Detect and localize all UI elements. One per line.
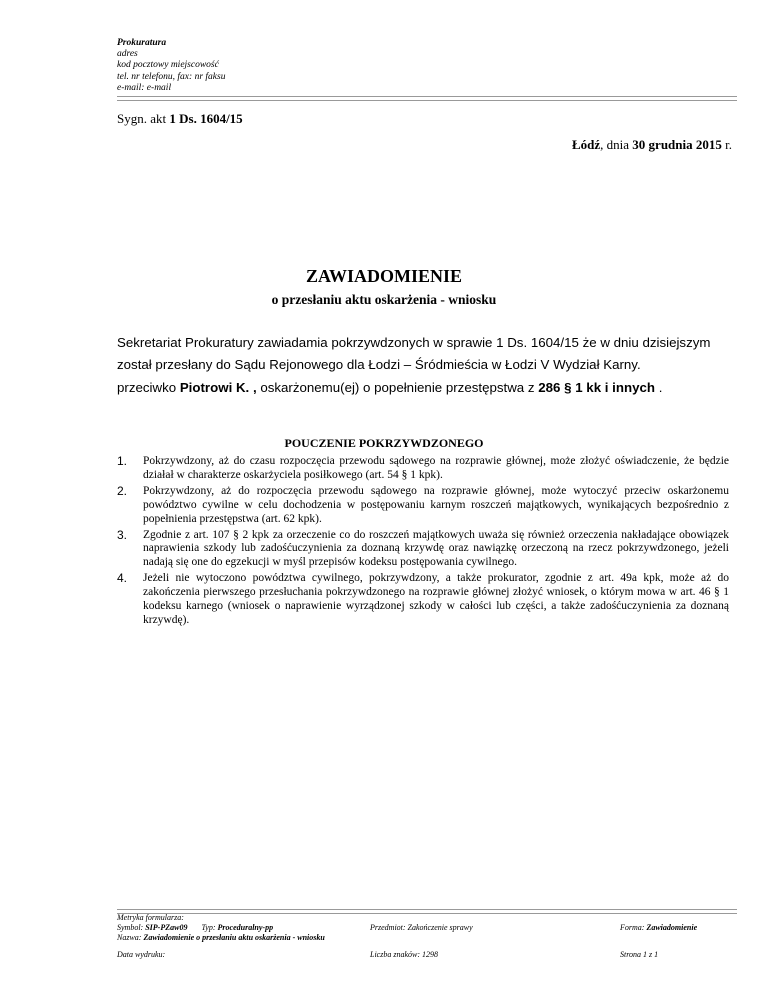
- form-type: Proceduralny-pp: [217, 923, 274, 932]
- form-name-row: [117, 933, 325, 943]
- form-metrics-label: Metryka formularza:: [117, 913, 184, 922]
- body-line-3-suffix: .: [655, 380, 663, 395]
- form-type-label: Typ:: [201, 923, 218, 932]
- office-address: adres: [117, 49, 138, 60]
- place-date: [572, 137, 732, 153]
- form-kind-value: Zawiadomienie: [646, 923, 698, 932]
- office-email: e-mail: e-mail: [117, 82, 172, 93]
- case-reference: [117, 111, 243, 127]
- date-suffix: r.: [721, 137, 732, 152]
- instruction-item: [117, 572, 729, 628]
- document-title: ZAWIADOMIENIE: [305, 266, 463, 286]
- instruction-number: 2.: [117, 483, 128, 498]
- instructions-title: POUCZENIE POKRZYWDZONEGO: [284, 436, 484, 450]
- defendant-name: Piotrowi K. ,: [179, 380, 257, 395]
- form-subject: Przedmiot: Zakończenie sprawy: [370, 923, 473, 932]
- form-symbol: SIP-PZaw09: [145, 923, 188, 932]
- instruction-item: [117, 485, 729, 527]
- case-reference-value: 1 Ds. 1604/15: [169, 111, 243, 126]
- document-date: 30 grudnia 2015: [632, 137, 722, 152]
- office-name: Prokuratura: [117, 38, 167, 48]
- form-metrics: [117, 913, 325, 943]
- instructions-list: [117, 455, 729, 630]
- body-line-2: został przesłany do Sądu Rejonowego dla Łodzi – Śródmieścia w Łodzi V Wydział Karny.: [117, 357, 641, 372]
- instruction-text: Zgodnie z art. 107 § 2 kpk za orzeczenie co do roszczeń majątkowych uważa się również orzeczenia nakładające obowiązek naprawienia szkody lub zadośćuczynienia za doznaną krzywdę oraz nawiązkę orzeczoną na rzecz pokrzywdzonego, jeżeli nadają się one do egzekucji w myśl przepisów kodeksu postępowania cywilnego.: [143, 528, 729, 569]
- date-separator: , dnia: [600, 137, 633, 152]
- print-date: Data wydruku:: [117, 950, 166, 959]
- page-number: Strona 1 z 1: [620, 950, 659, 959]
- city: Łódź: [571, 137, 601, 152]
- header-divider: [117, 96, 737, 101]
- body-line-1: Sekretariat Prokuratury zawiadamia pokrzywdzonych w sprawie 1 Ds. 1604/15 że w dniu dzisiejszym: [117, 335, 711, 350]
- form-name: Zawiadomienie o przesłaniu aktu oskarżenia - wniosku: [143, 933, 325, 942]
- form-kind-label: Forma:: [620, 923, 647, 932]
- instruction-number: 3.: [117, 527, 128, 542]
- instruction-item: [117, 529, 729, 571]
- form-symbol-label: Symbol:: [117, 923, 146, 932]
- body-line-3-middle: oskarżonemu(ej) o popełnienie przestępstwa z: [256, 380, 539, 395]
- form-kind: [620, 923, 697, 933]
- instruction-number: 1.: [117, 454, 128, 468]
- case-reference-label: Sygn. akt: [117, 111, 170, 126]
- instruction-text: Pokrzywdzony, aż do czasu rozpoczęcia przewodu sądowego na rozprawie głównej, może złożyć oświadczenie, że będzie działał w charakterze oskarżyciela posiłkowego (art. 54 § 1 kpk).: [143, 455, 729, 481]
- body-line-3: [117, 380, 662, 395]
- instruction-text: Pokrzywdzony, aż do rozpoczęcia przewodu sądowego na rozprawie głównej, może wytoczyć przeciw oskarżonemu powództwo cywilne w celu dochodzenia w postępowaniu karnym roszczeń majątkowych, wynikających bezpośrednio z popełnienia przestępstwa (art. 62 kpk).: [143, 484, 729, 525]
- office-header: [117, 38, 225, 94]
- form-name-label: Nazwa:: [117, 933, 144, 942]
- document-subtitle: o przesłaniu aktu oskarżenia - wniosku: [271, 292, 497, 307]
- instruction-text: Jeżeli nie wytoczono powództwa cywilnego, pokrzywdzony, a także prokurator, zgodnie z art. 49a kpk, może aż do zakończenia pierwszego przesłuchania pokrzywdzonego na rozprawie głównej złożyć wniosek, o którym mowa w art. 46 § 1 kodeksu karnego (wniosek o naprawienie wyrządzonej szkody w całości lub części, a także zadośćuczynienia za doznaną krzywdę).: [143, 572, 729, 626]
- office-phone: tel. nr telefonu, fax: nr faksu: [117, 71, 226, 82]
- legal-article: 286 § 1 kk i innych: [538, 380, 656, 395]
- body-line-3-prefix: przeciwko: [117, 380, 180, 395]
- office-postal: kod pocztowy miejscowość: [117, 60, 219, 71]
- instruction-item: [117, 455, 729, 483]
- form-symbol-row: [117, 923, 325, 933]
- char-count: Liczba znaków: 1298: [370, 950, 438, 959]
- instruction-number: 4.: [117, 571, 128, 586]
